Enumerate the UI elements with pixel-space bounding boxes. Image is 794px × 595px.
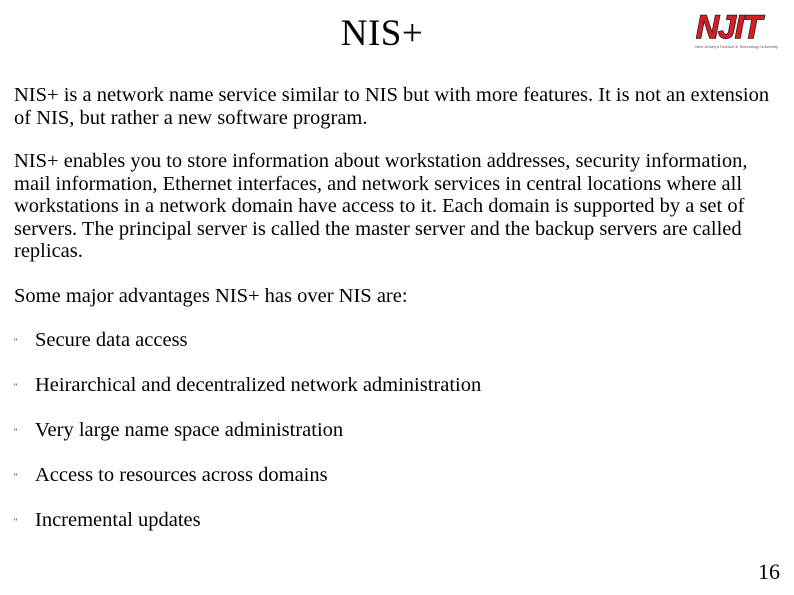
list-item-text: Secure data access bbox=[35, 329, 188, 351]
list-item-text: Access to resources across domains bbox=[35, 464, 328, 486]
bullet-icon: " bbox=[14, 472, 18, 482]
paragraph-intro: NIS+ is a network name service similar to NIS but with more features. It is not an extension of NIS, but rather a new software program. bbox=[14, 84, 770, 129]
paragraph-details: NIS+ enables you to store information about workstation addresses, security information, mail information, Ethernet interfaces, and network services in central locations where all workstations in a network domain have access to it. Each domain is supported by a set of servers. The principal server is called the master server and the backup servers are called replicas. bbox=[14, 150, 748, 262]
bullet-icon: " bbox=[14, 382, 18, 392]
slide-title: NIS+ bbox=[340, 13, 424, 54]
list-item-text: Incremental updates bbox=[35, 509, 201, 531]
list-item bbox=[14, 419, 774, 464]
njit-logo-text: NJIT bbox=[696, 9, 762, 45]
advantages-list bbox=[14, 329, 774, 554]
list-item-text: Heirarchical and decentralized network administration bbox=[35, 374, 482, 396]
bullet-icon: " bbox=[14, 427, 18, 437]
list-item bbox=[14, 509, 774, 554]
bullet-icon: " bbox=[14, 517, 18, 527]
njit-logo bbox=[694, 8, 780, 50]
list-item bbox=[14, 464, 774, 509]
njit-logo-subline: New Jersey's Science & Technology University bbox=[695, 44, 778, 49]
paragraph-advantages-intro: Some major advantages NIS+ has over NIS are: bbox=[14, 285, 408, 307]
page-number: 16 bbox=[758, 559, 780, 584]
bullet-icon: " bbox=[14, 337, 18, 347]
list-item-text: Very large name space administration bbox=[35, 419, 344, 441]
list-item bbox=[14, 374, 774, 419]
list-item bbox=[14, 329, 774, 374]
